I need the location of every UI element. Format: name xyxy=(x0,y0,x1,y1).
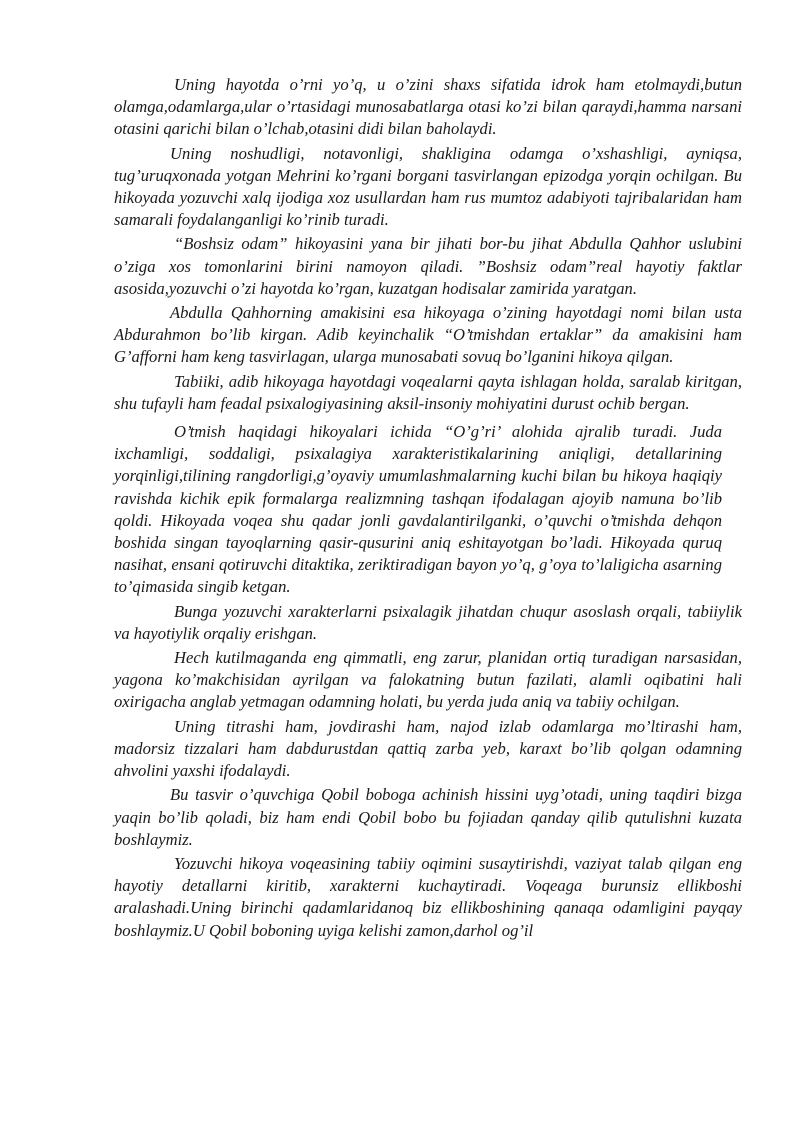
paragraph: Yozuvchi hikoya voqeasining tabiiy oqimini susaytirishdi, vaziyat talab qilgan eng hayotiy detallarni kiritib, xarakterni kuchaytiradi. Voqeaga burunsiz ellikboshi aralashadi.Uning birinchi qadamlaridanoq biz ellikboshining qanaqa odamligini payqay boshlaymiz.U Qobil boboning uyiga kelishi zamon,darhol og’il xyxy=(114,853,742,940)
paragraph: Uning hayotda o’rni yo’q, u o’zini shaxs sifatida idrok ham etolmaydi,butun olamga,odamlarga,ular o’rtasidagi munosabatlarga otasi ko’zi bilan qaraydi,hamma narsani otasini qarichi bilan o’lchab,otasini didi bilan baholaydi. xyxy=(114,75,742,139)
paragraph: Tabiiki, adib hikoyaga hayotdagi voqealarni qayta ishlagan holda, saralab kiritgan, shu tufayli ham feadal psixalogiyasining aksil-insoniy mohiyatini durust ochib bergan. xyxy=(114,371,742,413)
paragraph: Abdulla Qahhorning amakisini esa hikoyaga o’zining hayotdagi nomi bilan usta Abdurahmon bo’lib kirgan. Adib keyinchalik “O’tmishdan ertaklar” da amakisini ham G’afforni ham keng tasvirlagan, ularga munosabati sovuq bo’lganini hikoya qilgan. xyxy=(114,303,742,367)
paragraph: Uning noshudligi, notavonligi, shakligina odamga o’xshashligi, ayniqsa, tug’uruqxonada yotgan Mehrini ko’rgani borgani tasvirlangan epizodga yorqin ochilgan. Bu hikoyada yozuvchi xalq ijodiga xoz usullardan ham rus mumtoz adabiyoti tajribalaridan ham samarali foydalanganligi ko’rinib turadi. xyxy=(114,143,742,230)
paragraph: “Boshsiz odam” hikoyasini yana bir jihati bor-bu jihat Abdulla Qahhor uslubini o’ziga xos tomonlarini birini namoyon qiladi. ”Boshsiz odam”real hayotiy faktlar asosida,yozuvchi o’zi hayotda ko’rgan, kuzatgan hodisalar zamirida yaratgan. xyxy=(114,234,742,298)
paragraph: Hech kutilmaganda eng qimmatli, eng zarur, planidan ortiq turadigan narsasidan, yagona ko’makchisidan ayrilgan va falokatning butun fazilati, alamli oqibatini hali oxirigacha anglab yetmagan odamning holati, bu yerda juda aniq va tabiiy ochilgan. xyxy=(114,648,742,712)
paragraph: Bu tasvir o’quvchiga Qobil boboga achinish hissini uyg’otadi, uning taqdiri bizga yaqin bo’lib qoladi, biz ham endi Qobil bobo bu fojiadan qanday qilib qutulishni kuzata boshlaymiz. xyxy=(114,785,742,849)
paragraph: Uning titrashi ham, jovdirashi ham, najod izlab odamlarga mo’ltirashi ham, madorsiz tizzalari ham dabdurustdan qattiq zarba yeb, karaxt bo’lib qolgan odamning ahvolini yaxshi ifodalaydi. xyxy=(114,716,742,781)
paragraph: O’tmish haqidagi hikoyalari ichida “O’g’ri’ alohida ajralib turadi. Juda ixchamligi, soddaligi, psixalagiya xarakteristikalarining aniqligi, detallarining yorqinligi,tilining rangdorligi,g’oyaviy umumlashmalarning kuchi bilan bu hikoya haqiqiy ravishda kichik epik formalarga realizmning tashqan ifodalagan ajoyib namuna bo’lib qoldi. Hikoyada voqea shu qadar jonli gavdalantirilganki, o’quvchi o’tmishda dehqon boshida singan tayoqlarning qasir-qusurini aniq eshitayotgan bo’ladi. Hikoyada quruq nasihat, ensani qotiruvchi ditaktika, zeriktiradigan bayon yo’q, g’oya to’laligicha asarning to’qimasida singib ketgan. xyxy=(114,422,722,597)
paragraph: Bunga yozuvchi xarakterlarni psixalagik jihatdan chuqur asoslash orqali, tabiiylik va hayotiylik orqaliy erishgan. xyxy=(114,601,742,643)
